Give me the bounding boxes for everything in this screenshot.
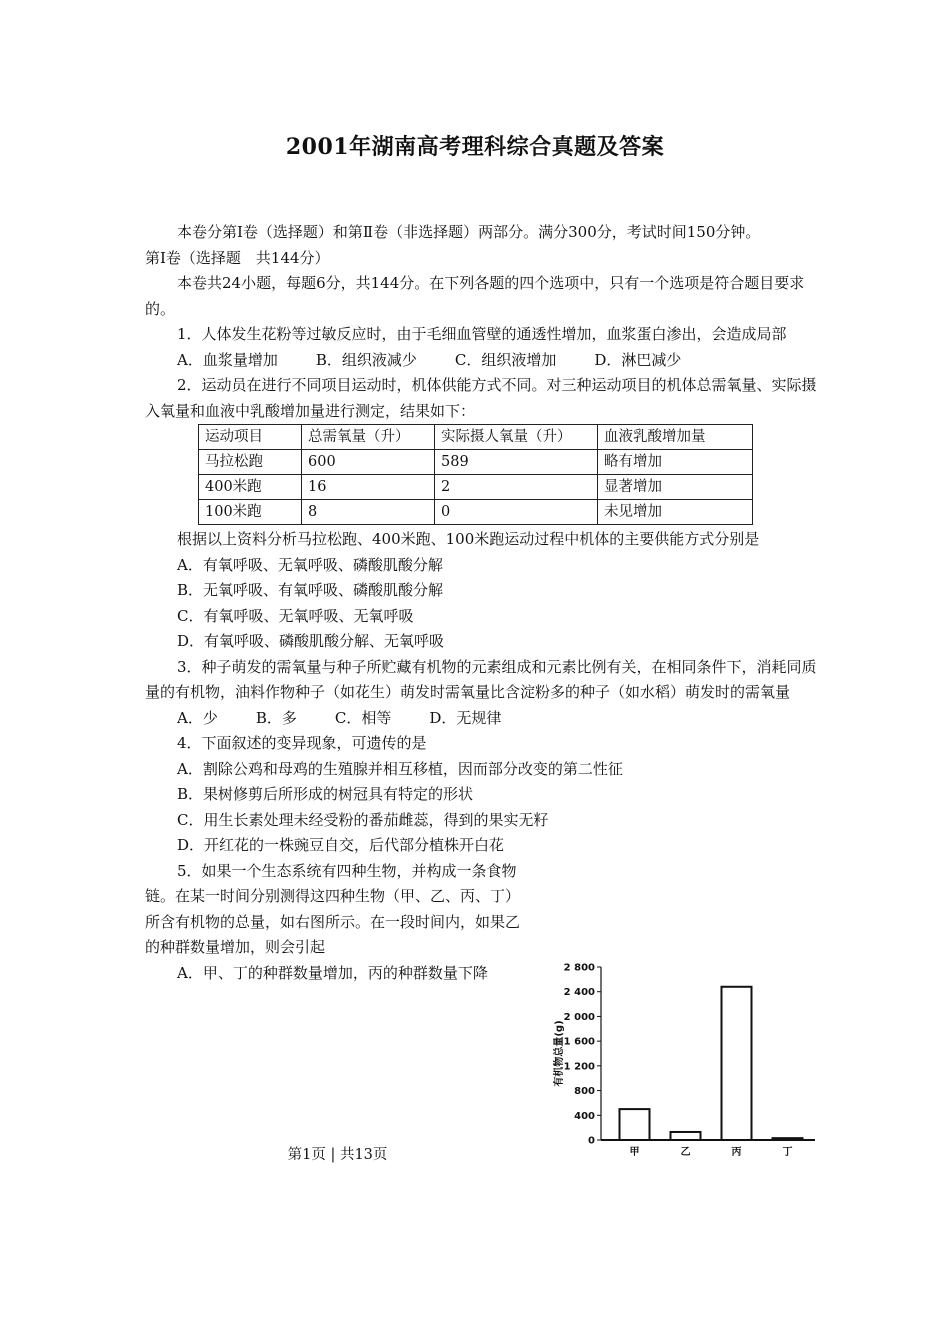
y-tick-label: 1 600 [563, 1036, 595, 1048]
table-cell: 600 [302, 450, 435, 475]
table-cell: 0 [435, 500, 598, 525]
option: C．组织液增加 [454, 350, 557, 369]
page-footer: 第1页 | 共13页 [287, 1147, 388, 1163]
bar [620, 1109, 650, 1140]
table-cell: 未见增加 [598, 500, 753, 525]
x-tick-label: 丁 [782, 1147, 793, 1158]
table-header-cell: 实际摄人氧量（升） [435, 425, 598, 450]
option: A．甲、丁的种群数量增加，丙的种群数量下降 [177, 963, 488, 982]
y-tick-label: 1 200 [563, 1061, 595, 1073]
option: B．果树修剪后所形成的树冠具有特定的形状 [177, 785, 474, 803]
table-row [199, 450, 753, 475]
bar [722, 987, 752, 1140]
page-title: 2001年湖南高考理科综合真题及答案 [285, 134, 665, 160]
option: A．割除公鸡和母鸡的生殖腺并相互移植，因而部分改变的第二性征 [177, 759, 623, 778]
exercise-oxygen-table [198, 424, 753, 525]
option: D．淋巴减少 [594, 350, 682, 369]
y-tick-label: 0 [588, 1135, 595, 1147]
table-cell: 16 [302, 475, 435, 500]
option: C．有氧呼吸、无氧呼吸、无氧呼吸 [177, 606, 414, 625]
x-tick-label: 甲 [629, 1147, 640, 1158]
part1-description: 本卷共24小题，每题6分，共144分。在下列各题的四个选项中，只有一个选项是符合题目要求的。 [145, 274, 805, 318]
table-row [199, 475, 753, 500]
table-cell: 略有增加 [598, 450, 753, 475]
table-cell: 589 [435, 450, 598, 475]
question-2-prompt: 根据以上资料分析马拉松跑、400米跑、100米跑运动过程中机体的主要供能方式分别是 [177, 530, 760, 548]
question-1-options [145, 348, 820, 374]
table-cell: 8 [302, 500, 435, 525]
question-5-stem: 5．如果一个生态系统有四种生物，并构成一条食物链。在某一时间分别测得这四种生物（甲、乙、丙、丁）所含有机物的总量，如右图所示。在一段时间内，如果乙的种群数量增加，则会引起 [145, 861, 521, 956]
option: D．无规律 [429, 708, 502, 727]
table-row [199, 500, 753, 525]
option: C．用生长素处理未经受粉的番茄雌蕊，得到的果实无籽 [177, 810, 549, 829]
table-cell: 400米跑 [199, 475, 302, 500]
option: A．有氧呼吸、无氧呼吸、磷酸肌酸分解 [177, 555, 443, 574]
organic-matter-bar-chart [545, 955, 825, 1165]
y-tick-label: 800 [574, 1086, 595, 1098]
option: B．无氧呼吸、有氧呼吸、磷酸肌酸分解 [177, 581, 444, 599]
table-header-cell: 总需氧量（升） [302, 425, 435, 450]
option: D．开红花的一株豌豆自交，后代部分植株开白花 [177, 836, 505, 854]
table-cell: 显著增加 [598, 475, 753, 500]
bar [773, 1138, 803, 1140]
x-tick-label: 乙 [680, 1147, 691, 1158]
exam-content [145, 220, 820, 986]
part1-heading: 第Ⅰ卷（选择题 共144分） [145, 248, 330, 267]
option: C．相等 [334, 708, 392, 727]
option: A．少 [177, 708, 218, 727]
option: B．多 [255, 708, 297, 727]
y-tick-label: 2 800 [563, 962, 595, 974]
y-tick-label: 400 [574, 1110, 595, 1122]
x-tick-label: 丙 [731, 1147, 742, 1158]
question-4-stem: 4．下面叙述的变异现象，可遗传的是 [177, 734, 427, 752]
y-tick-label: 2 400 [563, 987, 595, 999]
y-axis-label: 有机物总量(g) [554, 1020, 565, 1087]
table-cell: 马拉松跑 [199, 450, 302, 475]
intro-text: 本卷分第Ⅰ卷（选择题）和第Ⅱ卷（非选择题）两部分。满分300分，考试时间150分钟。 [177, 223, 761, 241]
option: D．有氧呼吸、磷酸肌酸分解、无氧呼吸 [177, 632, 445, 650]
bar [671, 1132, 701, 1140]
table-header-row [199, 425, 753, 450]
y-tick-label: 2 000 [563, 1011, 595, 1023]
table-header-cell: 血液乳酸增加量 [598, 425, 753, 450]
question-1-stem: 1．人体发生花粉等过敏反应时，由于毛细血管壁的通透性增加，血浆蛋白渗出，会造成局部 [177, 325, 787, 343]
table-cell: 100米跑 [199, 500, 302, 525]
question-2-stem: 2．运动员在进行不同项目运动时，机体供能方式不同。对三种运动项目的机体总需氧量、实际摄入氧量和血液中乳酸增加量进行测定，结果如下： [145, 376, 817, 420]
option: A．血浆量增加 [177, 350, 278, 369]
table-cell: 2 [435, 475, 598, 500]
question-3-options [145, 706, 820, 732]
table-header-cell: 运动项目 [199, 425, 302, 450]
question-3-stem: 3．种子萌发的需氧量与种子所贮藏有机物的元素组成和元素比例有关，在相同条件下，消耗同质量的有机物，油料作物种子（如花生）萌发时需氧量比含淀粉多的种子（如水稻）萌发时的需氧量 [145, 657, 817, 701]
option: B．组织液减少 [315, 350, 417, 369]
